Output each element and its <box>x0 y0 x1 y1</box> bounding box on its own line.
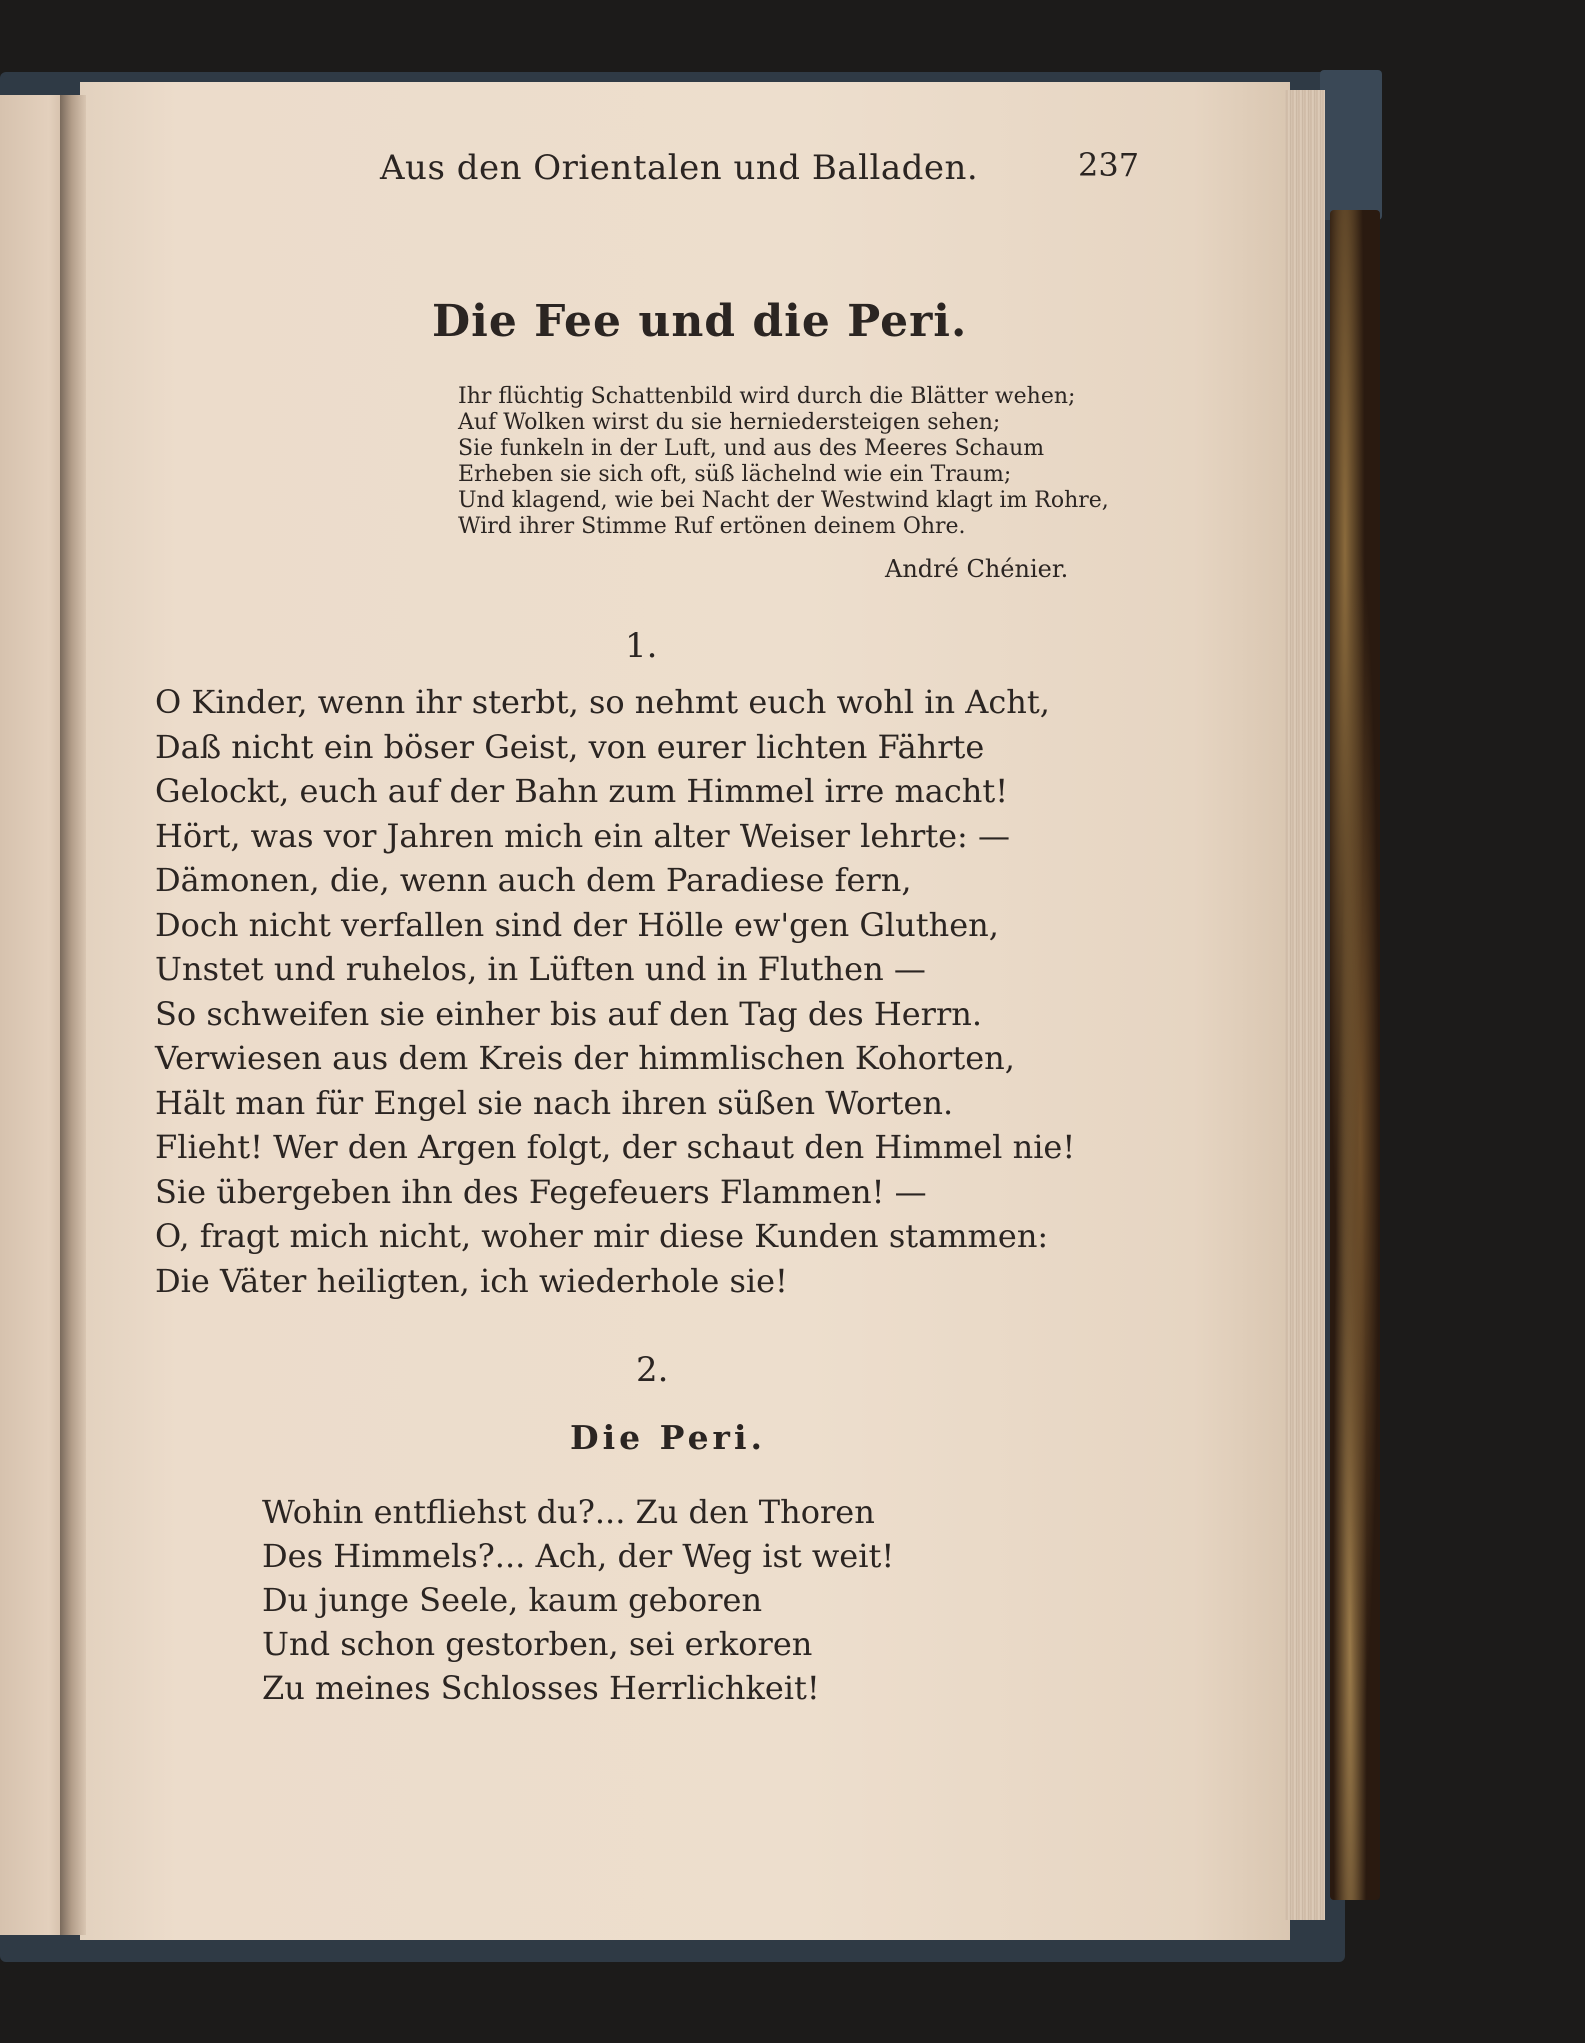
epigraph-line: Ihr flüchtig Schattenbild wird durch die Blätter wehen; <box>458 384 1076 409</box>
verse-line: Hält man für Engel sie nach ihren süßen Worten. <box>155 1083 954 1122</box>
epigraph <box>458 384 1158 540</box>
verse-line: Hört, was vor Jahren mich ein alter Weiser lehrte: — <box>155 816 1010 855</box>
verse-line: O, fragt mich nicht, woher mir diese Kunden stammen: <box>155 1217 1049 1255</box>
verse-line: Sie übergeben ihn des Fegefeuers Flammen! — <box>155 1172 927 1211</box>
page-number: 237 <box>1078 146 1140 184</box>
section-title: Die Peri. <box>570 1418 766 1457</box>
poem-title: Die Fee und die Peri. <box>432 296 968 347</box>
verse-line: Verwiesen aus dem Kreis der himmlischen Kohorten, <box>155 1039 1015 1077</box>
verse-line: Zu meines Schlosses Herrlichkeit! <box>262 1669 820 1707</box>
stanza-1 <box>155 680 1075 1303</box>
epigraph-line: Wird ihrer Stimme Ruf ertönen deinem Ohre. <box>458 514 966 539</box>
section-number-2: 2. <box>636 1350 669 1390</box>
stanza-2 <box>262 1490 894 1710</box>
verse-line: Unstet und ruhelos, in Lüften und in Fluthen — <box>155 950 926 988</box>
verse-line: Daß nicht ein böser Geist, von eurer lichten Fährte <box>155 727 985 766</box>
verse-line: Die Väter heiligten, ich wiederhole sie! <box>155 1261 788 1300</box>
verse-line: Doch nicht verfallen sind der Hölle ew'gen Gluthen, <box>155 905 999 944</box>
epigraph-author: André Chénier. <box>885 555 1069 583</box>
epigraph-line: Erheben sie sich oft, süß lächelnd wie ein Traum; <box>458 462 1012 487</box>
verse-line: Gelockt, euch auf der Bahn zum Himmel irre macht! <box>155 772 1009 810</box>
verse-line: O Kinder, wenn ihr sterbt, so nehmt euch wohl in Acht, <box>155 683 1050 721</box>
verse-line: Dämonen, die, wenn auch dem Paradiese fern, <box>155 861 912 899</box>
section-number-1: 1. <box>625 626 658 666</box>
epigraph-line: Und klagend, wie bei Nacht der Westwind klagt im Rohre, <box>458 488 1109 513</box>
verse-line: So schweifen sie einher bis auf den Tag des Herrn. <box>155 994 983 1033</box>
epigraph-line: Sie funkeln in der Luft, und aus des Meeres Schaum <box>458 436 1045 461</box>
epigraph-line: Auf Wolken wirst du sie herniedersteigen sehen; <box>458 410 1001 435</box>
running-head: Aus den Orientalen und Balladen. <box>380 148 979 188</box>
verse-line: Wohin entfliehst du?... Zu den Thoren <box>262 1493 875 1531</box>
verse-line: Flieht! Wer den Argen folgt, der schaut den Himmel nie! <box>155 1128 1076 1166</box>
verse-line: Des Himmels?... Ach, der Weg ist weit! <box>262 1537 895 1575</box>
verse-line: Und schon gestorben, sei erkoren <box>262 1625 813 1663</box>
verse-line: Du junge Seele, kaum geboren <box>262 1581 763 1619</box>
